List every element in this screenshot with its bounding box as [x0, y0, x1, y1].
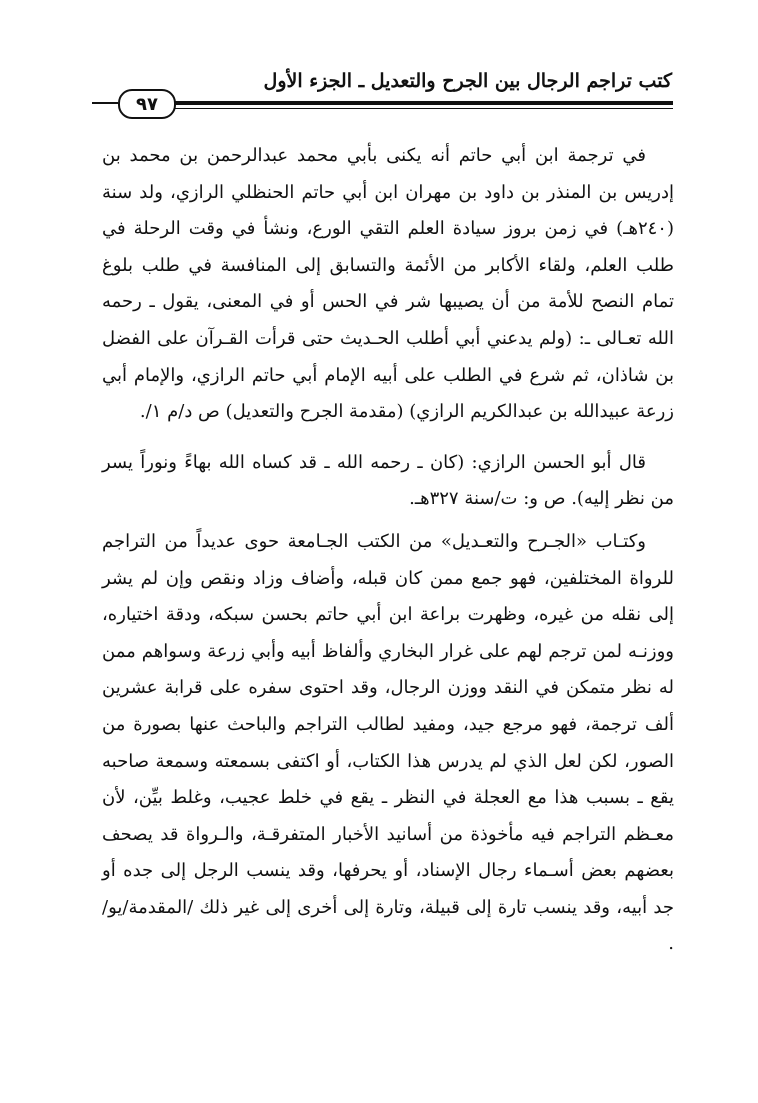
body-text — [102, 138, 674, 963]
header-thick-rule — [173, 101, 673, 105]
header-thin-rule — [173, 108, 673, 109]
paragraph-biography: في ترجمة ابن أبي حاتم أنه يكنى بأبي محمد عبدالرحمن بن محمد بن إدريس بن المنذر بن داود بن مهران ابن أبي حاتم الحنظلي الرازي، ولد سنة (٢٤٠هـ) في زمن بروز سيادة العلم التقي الورع، ونشأ في وقت الرحلة في طلب العلم، ولقاء الأكابر من الأئمة والتسابق إلى المنافسة في طلب بلوغ تمام النصح للأمة من أن يصيبها شر في الحس أو في المعنى، يقول ـ رحمه الله تعـالى ـ: (ولم يدعني أبي أطلب الحـديث حتى قرأت القـرآن على الفضل بن شاذان، ثم شرع في الطلب على أبيه الإمام أبي حاتم الرازي، والإمام أبي زرعة عبيدالله بن عبدالكريم الرازي) (مقدمة الجرح والتعديل) ص د/م ١/. — [102, 145, 674, 423]
paragraph-book-description: وكتـاب «الجـرح والتعـديل» من الكتب الجـامعة حوى عديداً من التراجم للرواة المختلفين، فهو جمع ممن كان قبله، وأضاف وزاد ونقص وإن لم يشر إلى نقله من غيره، وظهرت براعة ابن أبي حاتم بحسن سبكه، ودقة اختياره، ووزنـه لمن ترجم لهم على غرار البخاري وألفاظ أبيه وأبي زرعة وسواهم ممن له نظر متمكن في النقد ووزن الرجال، وقد احتوى سفره على قرابة عشرين ألف ترجمة، فهو مرجع جيد، ومفيد لطالب التراجم والباحث عنها بصورة من الصور، لكن لعل الذي لم يدرس هذا الكتاب، أو اكتفى بسمعته وسمعة صاحبه يقع ـ بسبب هذا مع العجلة في النظر ـ يقع في خلط عجيب، وغلط بيِّن، لأن معـظم التراجم فيه مأخوذة من أسانيد الأخبار المتفرقـة، والـرواة قد يصحف بعضهم بعض أسـماء رجال الإسناد، أو يحرفها، وقد ينسب الرجل إلى جده أو جد أبيه، وقد ينسب تارة إلى قبيلة، وتارة إلى أخرى إلى غير ذلك /المقدمة/يو/ . — [102, 530, 674, 955]
page-number-badge: ٩٧ — [118, 89, 176, 119]
paragraph-quote: قال أبو الحسن الرازي: (كان ـ رحمه الله ـ قد كساه الله بهاءً ونوراً يسر من نظر إليه). ص و: ت/سنة ٣٢٧هـ. — [102, 451, 674, 510]
running-header-title: كتب تراجم الرجال بين الجرح والتعديل ـ الجزء الأول — [263, 70, 672, 92]
